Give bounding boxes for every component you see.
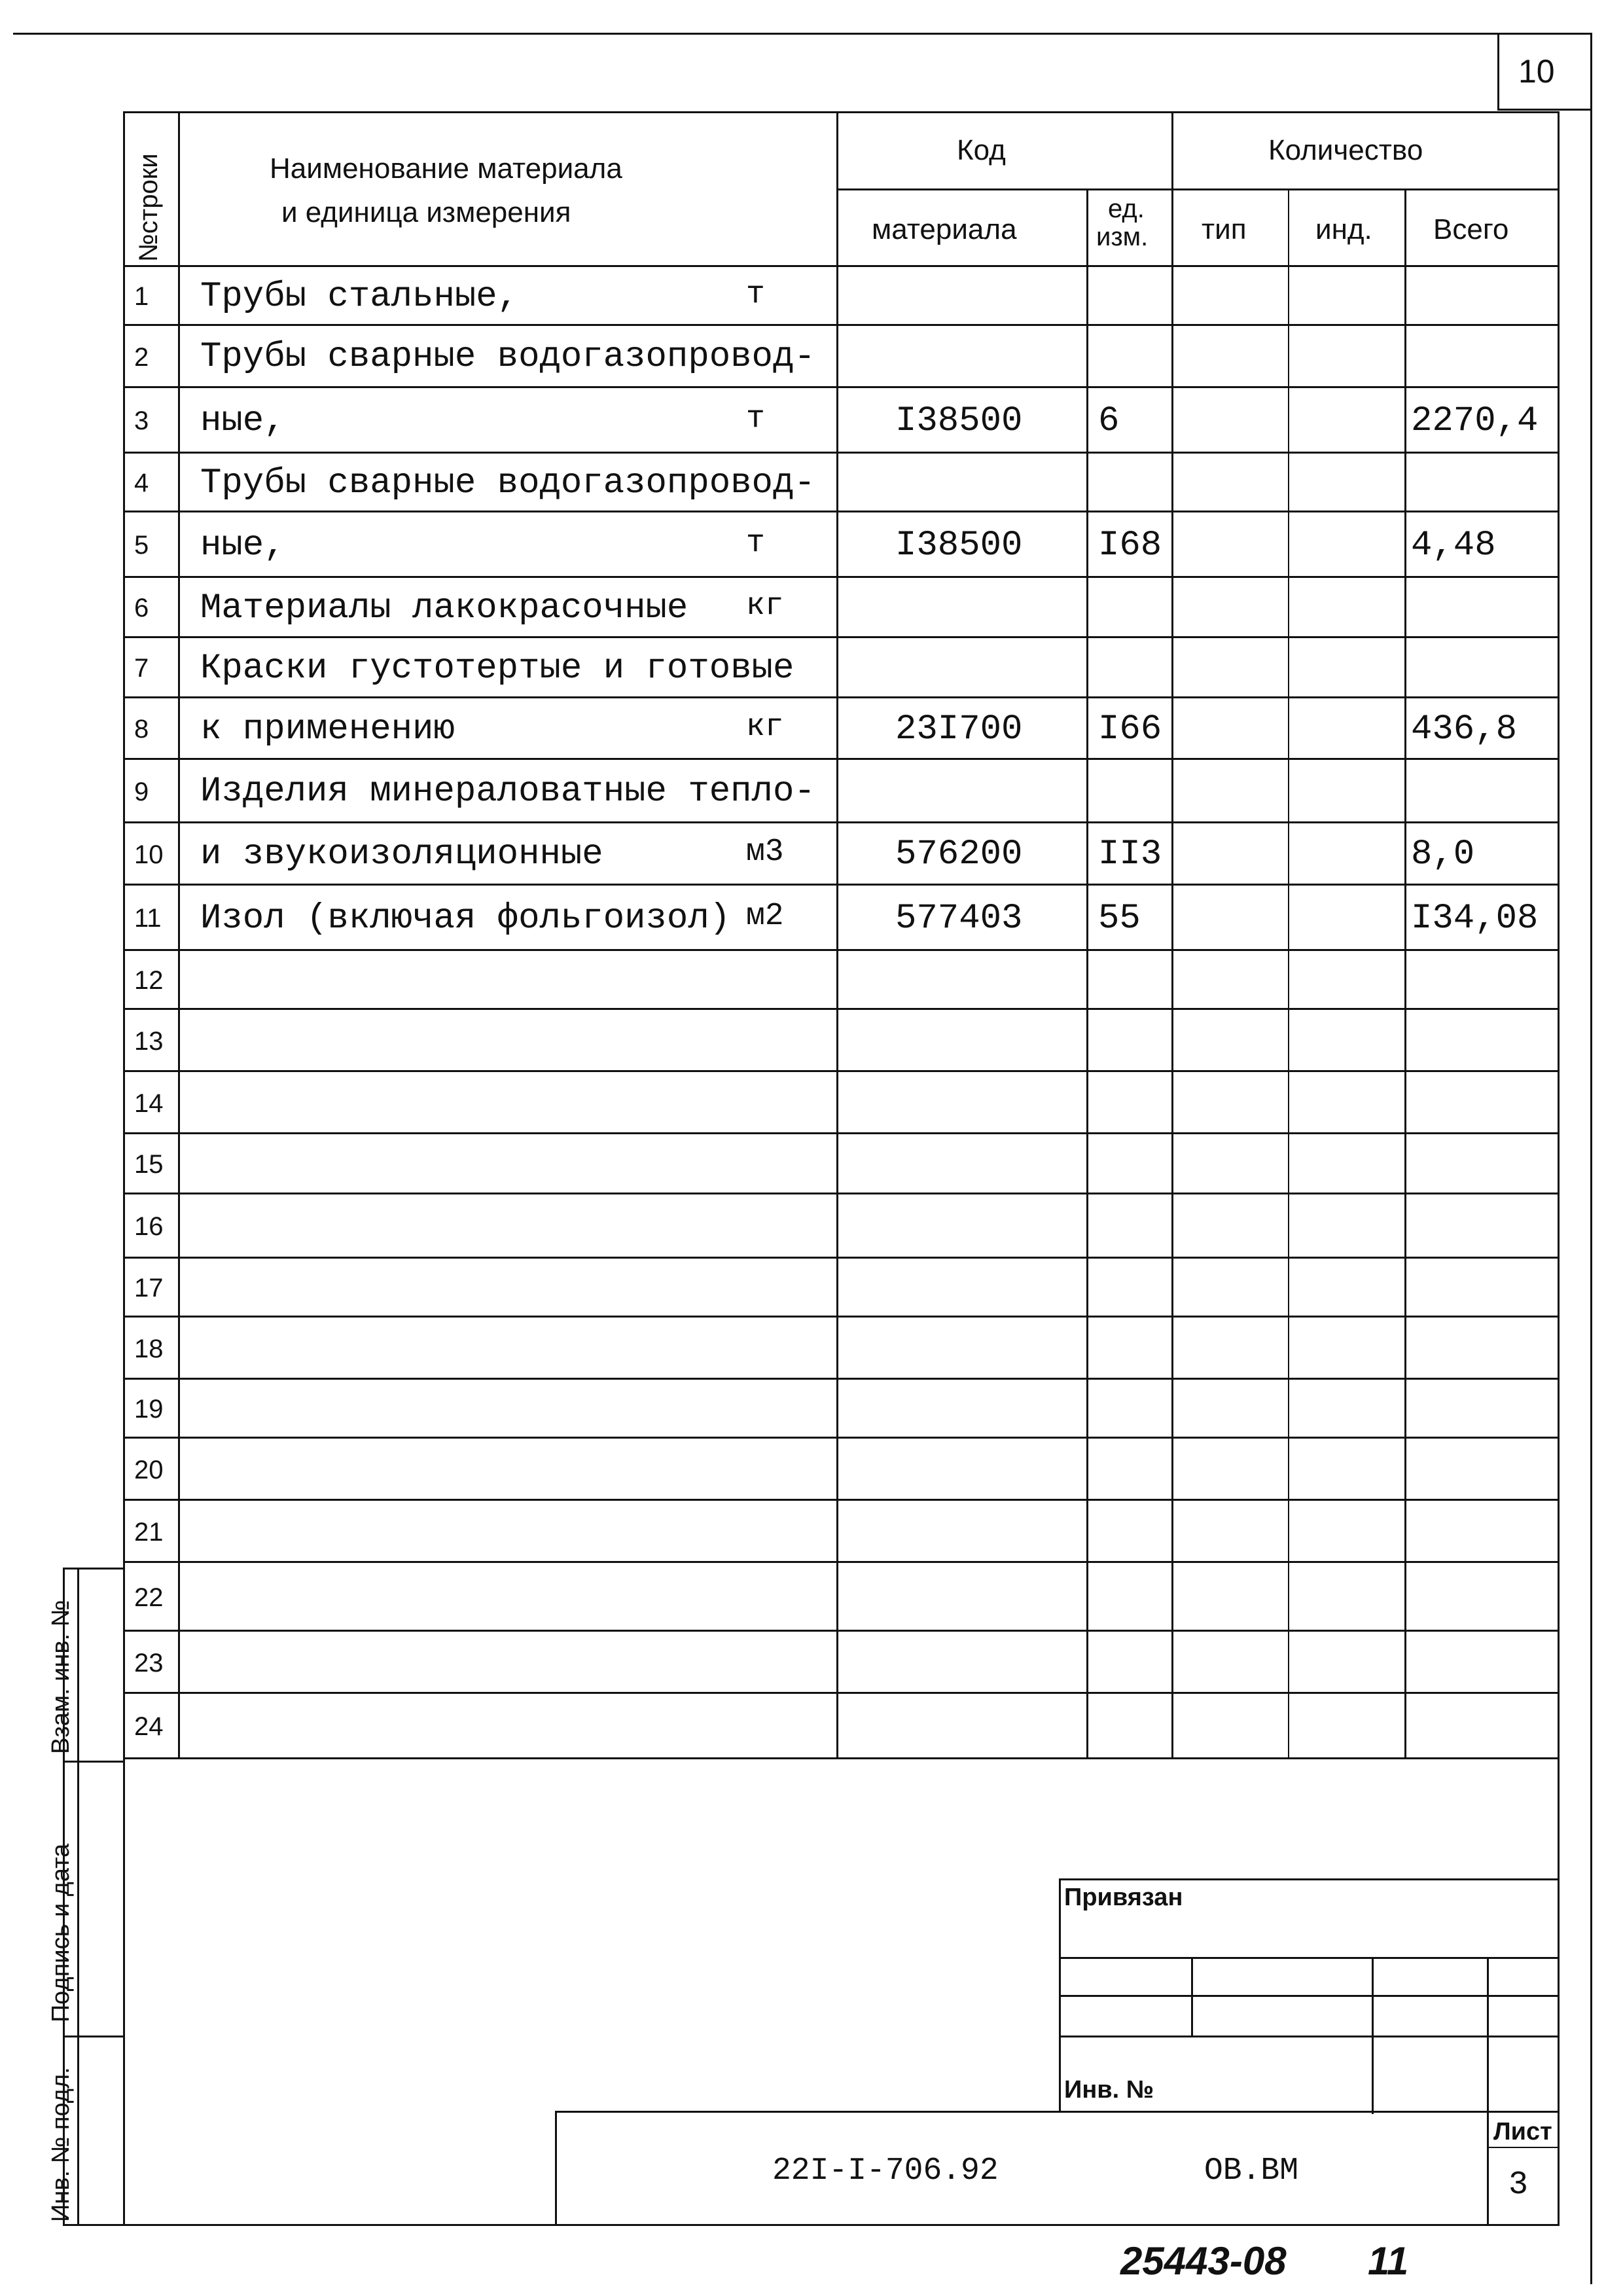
header-code: Код [957, 134, 1006, 166]
header-row-number: №строки [134, 153, 163, 262]
cell-name: Трубы стальные, [200, 276, 519, 317]
header-code-unit-1: ед. [1108, 194, 1145, 223]
cell-name: Краски густотертые и готовые [200, 648, 794, 689]
right-border-line [1590, 33, 1592, 2284]
cell-total: I34,08 [1411, 898, 1539, 939]
header-bottom-line [123, 265, 1560, 267]
col-line-name [836, 111, 838, 1757]
row-divider [123, 1692, 1560, 1694]
doc-box-top [555, 2111, 1560, 2113]
sheet-box-left [1487, 2111, 1489, 2225]
cell-name: Трубы сварные водогазопровод- [200, 337, 815, 378]
privyazan-line3 [1059, 2036, 1558, 2037]
header-qty-total: Всего [1433, 213, 1509, 245]
cell-unit: кг [746, 709, 784, 745]
frame-top-line [123, 111, 1560, 113]
col-line-ind [1404, 190, 1406, 1757]
col-line-code-split [1086, 190, 1088, 1757]
row-divider [123, 1757, 1560, 1759]
cell-material: 576200 [895, 834, 1023, 875]
row-divider [123, 1132, 1560, 1134]
row-divider [123, 1257, 1560, 1259]
cell-n: 20 [134, 1455, 164, 1484]
row-divider [123, 758, 1560, 760]
side-stamp-sep1 [63, 1761, 123, 1763]
cell-total: 8,0 [1411, 834, 1475, 875]
cell-n: 12 [134, 966, 164, 995]
cell-n: 16 [134, 1212, 164, 1241]
cell-n: 11 [134, 904, 162, 933]
cell-material: 23I700 [895, 709, 1023, 749]
header-qty-ind: инд. [1315, 213, 1372, 245]
privyazan-line1 [1059, 1957, 1558, 1959]
col-line-rowno [178, 111, 180, 1757]
side-stamp-sep2 [63, 2036, 123, 2037]
cell-n: 7 [134, 654, 149, 683]
cell-n: 18 [134, 1334, 164, 1363]
cell-name: Изделия минераловатные тепло- [200, 772, 815, 812]
cell-n: 3 [134, 406, 149, 435]
row-divider [123, 1437, 1560, 1439]
cell-n: 24 [134, 1712, 164, 1741]
row-divider [123, 1378, 1560, 1380]
cell-total: 4,48 [1411, 525, 1496, 565]
archive-number: 25443-08 [1120, 2239, 1287, 2283]
side-stamp-top [63, 1568, 123, 1570]
privyazan-vline1 [1191, 1957, 1193, 2036]
cell-unit: м3 [746, 834, 784, 870]
cell-total: 2270,4 [1411, 401, 1539, 441]
row-divider [123, 576, 1560, 578]
privyazan-line2 [1059, 1995, 1558, 1997]
row-divider [123, 511, 1560, 512]
row-divider [123, 821, 1560, 823]
cell-n: 8 [134, 715, 149, 744]
sheet-number: 3 [1508, 2166, 1529, 2204]
side-stamp-bottom [63, 2224, 123, 2226]
cell-n: 13 [134, 1026, 164, 1056]
privyazan-top [1059, 1878, 1558, 1880]
cell-unit: м2 [746, 898, 784, 934]
cell-n: 21 [134, 1517, 164, 1547]
row-divider [123, 324, 1560, 326]
header-name-line1: Наименование материала [270, 152, 622, 185]
cell-n: 23 [134, 1648, 164, 1677]
row-divider [123, 1193, 1560, 1194]
top-border-line [13, 33, 1590, 35]
header-code-material: материала [872, 213, 1017, 245]
doc-mark: ОВ.ВМ [1204, 2153, 1299, 2189]
sheet-label-line [1487, 2147, 1559, 2148]
podpis-data-label: Подпись и дата [47, 1843, 75, 2022]
header-quantity: Количество [1268, 134, 1423, 166]
row-divider [123, 884, 1560, 886]
page-number-box-left [1497, 33, 1499, 110]
frame-left-line [123, 111, 125, 2225]
row-divider [123, 1630, 1560, 1632]
row-divider [123, 1070, 1560, 1072]
cell-material: 577403 [895, 898, 1023, 939]
sheet-label: Лист [1493, 2118, 1552, 2145]
header-code-unit-2: изм. [1096, 223, 1149, 251]
cell-unit: т [746, 276, 765, 312]
cell-name: Трубы сварные водогазопровод- [200, 463, 815, 503]
cell-unit: т [746, 401, 765, 437]
col-line-tip [1288, 190, 1289, 1757]
privyazan-vline3 [1487, 1957, 1489, 2114]
row-divider [123, 386, 1560, 388]
cell-n: 10 [134, 840, 164, 869]
cell-name: ные, [200, 525, 285, 565]
row-divider [123, 636, 1560, 638]
cell-material: I38500 [895, 525, 1023, 565]
cell-name: Материалы лакокрасочные [200, 588, 688, 628]
cell-n: 4 [134, 469, 149, 497]
page-number-box-bottom [1497, 109, 1592, 111]
cell-name: ные, [200, 401, 285, 441]
col-line-qty [1171, 111, 1173, 1757]
header-name-line2: и единица измерения [281, 196, 571, 228]
cell-uom: 6 [1098, 401, 1120, 441]
vzam-inv-label: Взам. инв. № [47, 1600, 75, 1754]
cell-n: 2 [134, 342, 149, 372]
header-mid-line [836, 188, 1558, 190]
row-divider [123, 1008, 1560, 1010]
cell-n: 15 [134, 1150, 164, 1179]
cell-uom: I68 [1098, 525, 1162, 565]
inv-podl-label: Инв. № подл. [47, 2067, 75, 2222]
cell-uom: II3 [1098, 834, 1162, 875]
row-divider [123, 1316, 1560, 1318]
page-number: 10 [1518, 53, 1555, 90]
cell-material: I38500 [895, 401, 1023, 441]
cell-total: 436,8 [1411, 709, 1518, 749]
cell-name: Изол (включая фольгоизол) [200, 898, 731, 939]
cell-n: 5 [134, 531, 149, 560]
cell-n: 19 [134, 1395, 164, 1424]
cell-uom: 55 [1098, 898, 1141, 939]
cell-n: 17 [134, 1274, 164, 1302]
doc-box-left [555, 2111, 557, 2225]
privyazan-label: Привязан [1064, 1884, 1183, 1911]
privyazan-vline2 [1372, 1957, 1374, 2114]
cell-name: и звукоизоляционные [200, 834, 603, 875]
row-divider [123, 696, 1560, 698]
row-divider [123, 1499, 1560, 1501]
row-divider [123, 452, 1560, 454]
cell-n: 9 [134, 777, 149, 806]
archive-sheet: 11 [1368, 2239, 1409, 2283]
row-divider [123, 1561, 1560, 1563]
cell-n: 14 [134, 1088, 164, 1118]
cell-n: 1 [134, 282, 149, 311]
cell-unit: т [746, 525, 765, 561]
doc-code: 22I-I-706.92 [772, 2153, 999, 2189]
inv-no-label: Инв. № [1064, 2076, 1154, 2104]
cell-n: 22 [134, 1583, 164, 1612]
cell-n: 6 [134, 594, 149, 622]
header-qty-type: тип [1202, 213, 1247, 245]
cell-name: к применению [200, 709, 455, 749]
cell-unit: кг [746, 588, 784, 624]
cell-uom: I66 [1098, 709, 1162, 749]
side-stamp-inner-line [77, 1568, 79, 2225]
frame-right-line [1558, 111, 1560, 2225]
row-divider [123, 949, 1560, 951]
frame-bottom-line [123, 2224, 1560, 2226]
